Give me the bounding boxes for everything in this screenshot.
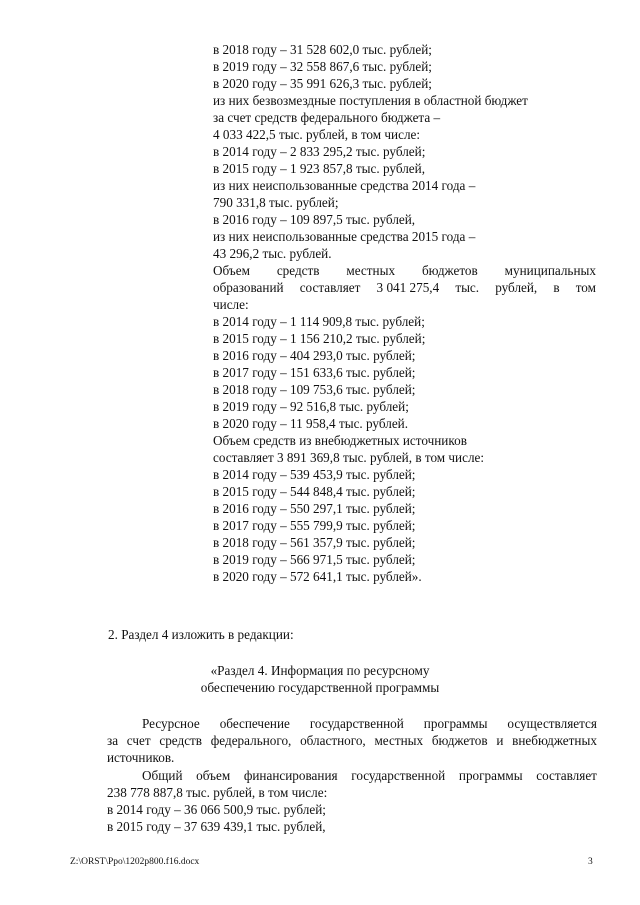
text-line: в 2020 году – 35 991 626,3 тыс. рублей; bbox=[213, 76, 432, 91]
text-line: в 2019 году – 566 971,5 тыс. рублей; bbox=[213, 552, 416, 567]
word: в bbox=[553, 280, 560, 295]
resources-line-1 bbox=[142, 715, 597, 732]
word: и bbox=[496, 733, 504, 748]
text-line: в 2016 году – 550 297,1 тыс. рублей; bbox=[213, 501, 416, 516]
text-line: в 2020 году – 572 641,1 тыс. рублей». bbox=[213, 569, 422, 584]
text-line: составляет 3 891 369,8 тыс. рублей, в том числе: bbox=[213, 450, 485, 465]
resources-line-2 bbox=[107, 732, 597, 749]
word: объем bbox=[196, 768, 231, 783]
text-line: в 2014 году – 1 114 909,8 тыс. рублей; bbox=[213, 314, 425, 329]
word: государственной bbox=[309, 716, 404, 731]
text-line: за счет средств федерального бюджета – bbox=[213, 110, 441, 125]
word: составляет bbox=[299, 280, 361, 295]
word: финансирования bbox=[243, 768, 338, 783]
word: образований bbox=[213, 280, 284, 295]
word: осуществляется bbox=[507, 716, 597, 731]
word: бюджетов bbox=[421, 263, 478, 278]
word: программы bbox=[458, 768, 523, 783]
word: федерального, bbox=[210, 733, 292, 748]
text-line: 43 296,2 тыс. рублей. bbox=[213, 246, 332, 261]
word: местных bbox=[374, 733, 424, 748]
word: программы bbox=[423, 716, 488, 731]
text-line: 790 331,8 тыс. рублей; bbox=[213, 195, 339, 210]
word: рублей, bbox=[495, 280, 538, 295]
text-line: в 2015 году – 1 923 857,8 тыс. рублей, bbox=[213, 161, 425, 176]
text-line: в 2014 году – 539 453,9 тыс. рублей; bbox=[213, 467, 416, 482]
text-line: в 2018 году – 561 357,9 тыс. рублей; bbox=[213, 535, 416, 550]
section-heading-line-1: «Раздел 4. Информация по ресурсному bbox=[210, 663, 430, 678]
word: том bbox=[575, 280, 596, 295]
text-line: в 2016 году – 109 897,5 тыс. рублей, bbox=[213, 212, 416, 227]
text-line: Объем средств из внебюджетных источников bbox=[213, 433, 467, 448]
text-line: 238 778 887,8 тыс. рублей, в том числе: bbox=[107, 785, 328, 800]
text-line: в 2017 году – 555 799,9 тыс. рублей; bbox=[213, 518, 416, 533]
footer-file-path: Z:\ORST\Ppo\1202p800.f16.docx bbox=[70, 857, 200, 867]
word: 3 041 275,4 bbox=[376, 280, 440, 295]
local-budgets-line-1 bbox=[213, 262, 596, 279]
word: местных bbox=[346, 263, 396, 278]
word: за bbox=[107, 733, 119, 748]
item-2-heading: 2. Раздел 4 изложить в редакции: bbox=[108, 627, 294, 642]
word: внебюджетных bbox=[512, 733, 597, 748]
text-line: из них неиспользованные средства 2014 года – bbox=[213, 178, 476, 193]
word: счет bbox=[126, 733, 151, 748]
text-line: в 2020 году – 11 958,4 тыс. рублей. bbox=[213, 416, 409, 431]
text-line: числе: bbox=[213, 297, 249, 312]
word: Общий bbox=[142, 768, 183, 783]
word: тыс. bbox=[455, 280, 480, 295]
text-line: в 2014 году – 2 833 295,2 тыс. рублей; bbox=[213, 144, 426, 159]
word: муниципальных bbox=[504, 263, 596, 278]
word: Ресурсное bbox=[142, 716, 200, 731]
text-line: в 2014 году – 36 066 500,9 тыс. рублей; bbox=[107, 802, 326, 817]
text-line: в 2015 году – 1 156 210,2 тыс. рублей; bbox=[213, 331, 426, 346]
word: государственной bbox=[351, 768, 446, 783]
word: Объем bbox=[213, 263, 250, 278]
text-line: из них безвозмездные поступления в областной бюджет bbox=[213, 93, 528, 108]
word: средств bbox=[276, 263, 320, 278]
text-line: в 2015 году – 544 848,4 тыс. рублей; bbox=[213, 484, 416, 499]
text-line: в 2015 году – 37 639 439,1 тыс. рублей, bbox=[107, 819, 326, 834]
section-heading-line-2: обеспечению государственной программы bbox=[200, 680, 440, 695]
word: составляет bbox=[536, 768, 597, 783]
word: областного, bbox=[300, 733, 366, 748]
text-line: в 2018 году – 109 753,6 тыс. рублей; bbox=[213, 382, 416, 397]
text-line: в 2016 году – 404 293,0 тыс. рублей; bbox=[213, 348, 416, 363]
local-budgets-line-2 bbox=[213, 279, 596, 296]
word: бюджетов bbox=[431, 733, 488, 748]
word: средств bbox=[159, 733, 203, 748]
word: обеспечение bbox=[219, 716, 290, 731]
text-line: источников. bbox=[107, 750, 175, 765]
text-line: в 2019 году – 32 558 867,6 тыс. рублей; bbox=[213, 59, 432, 74]
text-line: 4 033 422,5 тыс. рублей, в том числе: bbox=[213, 127, 421, 142]
text-line: в 2019 году – 92 516,8 тыс. рублей; bbox=[213, 399, 409, 414]
text-line: в 2018 году – 31 528 602,0 тыс. рублей; bbox=[213, 42, 432, 57]
total-line-1 bbox=[142, 767, 597, 784]
text-line: в 2017 году – 151 633,6 тыс. рублей; bbox=[213, 365, 416, 380]
page-number: 3 bbox=[588, 857, 593, 867]
text-line: из них неиспользованные средства 2015 года – bbox=[213, 229, 476, 244]
